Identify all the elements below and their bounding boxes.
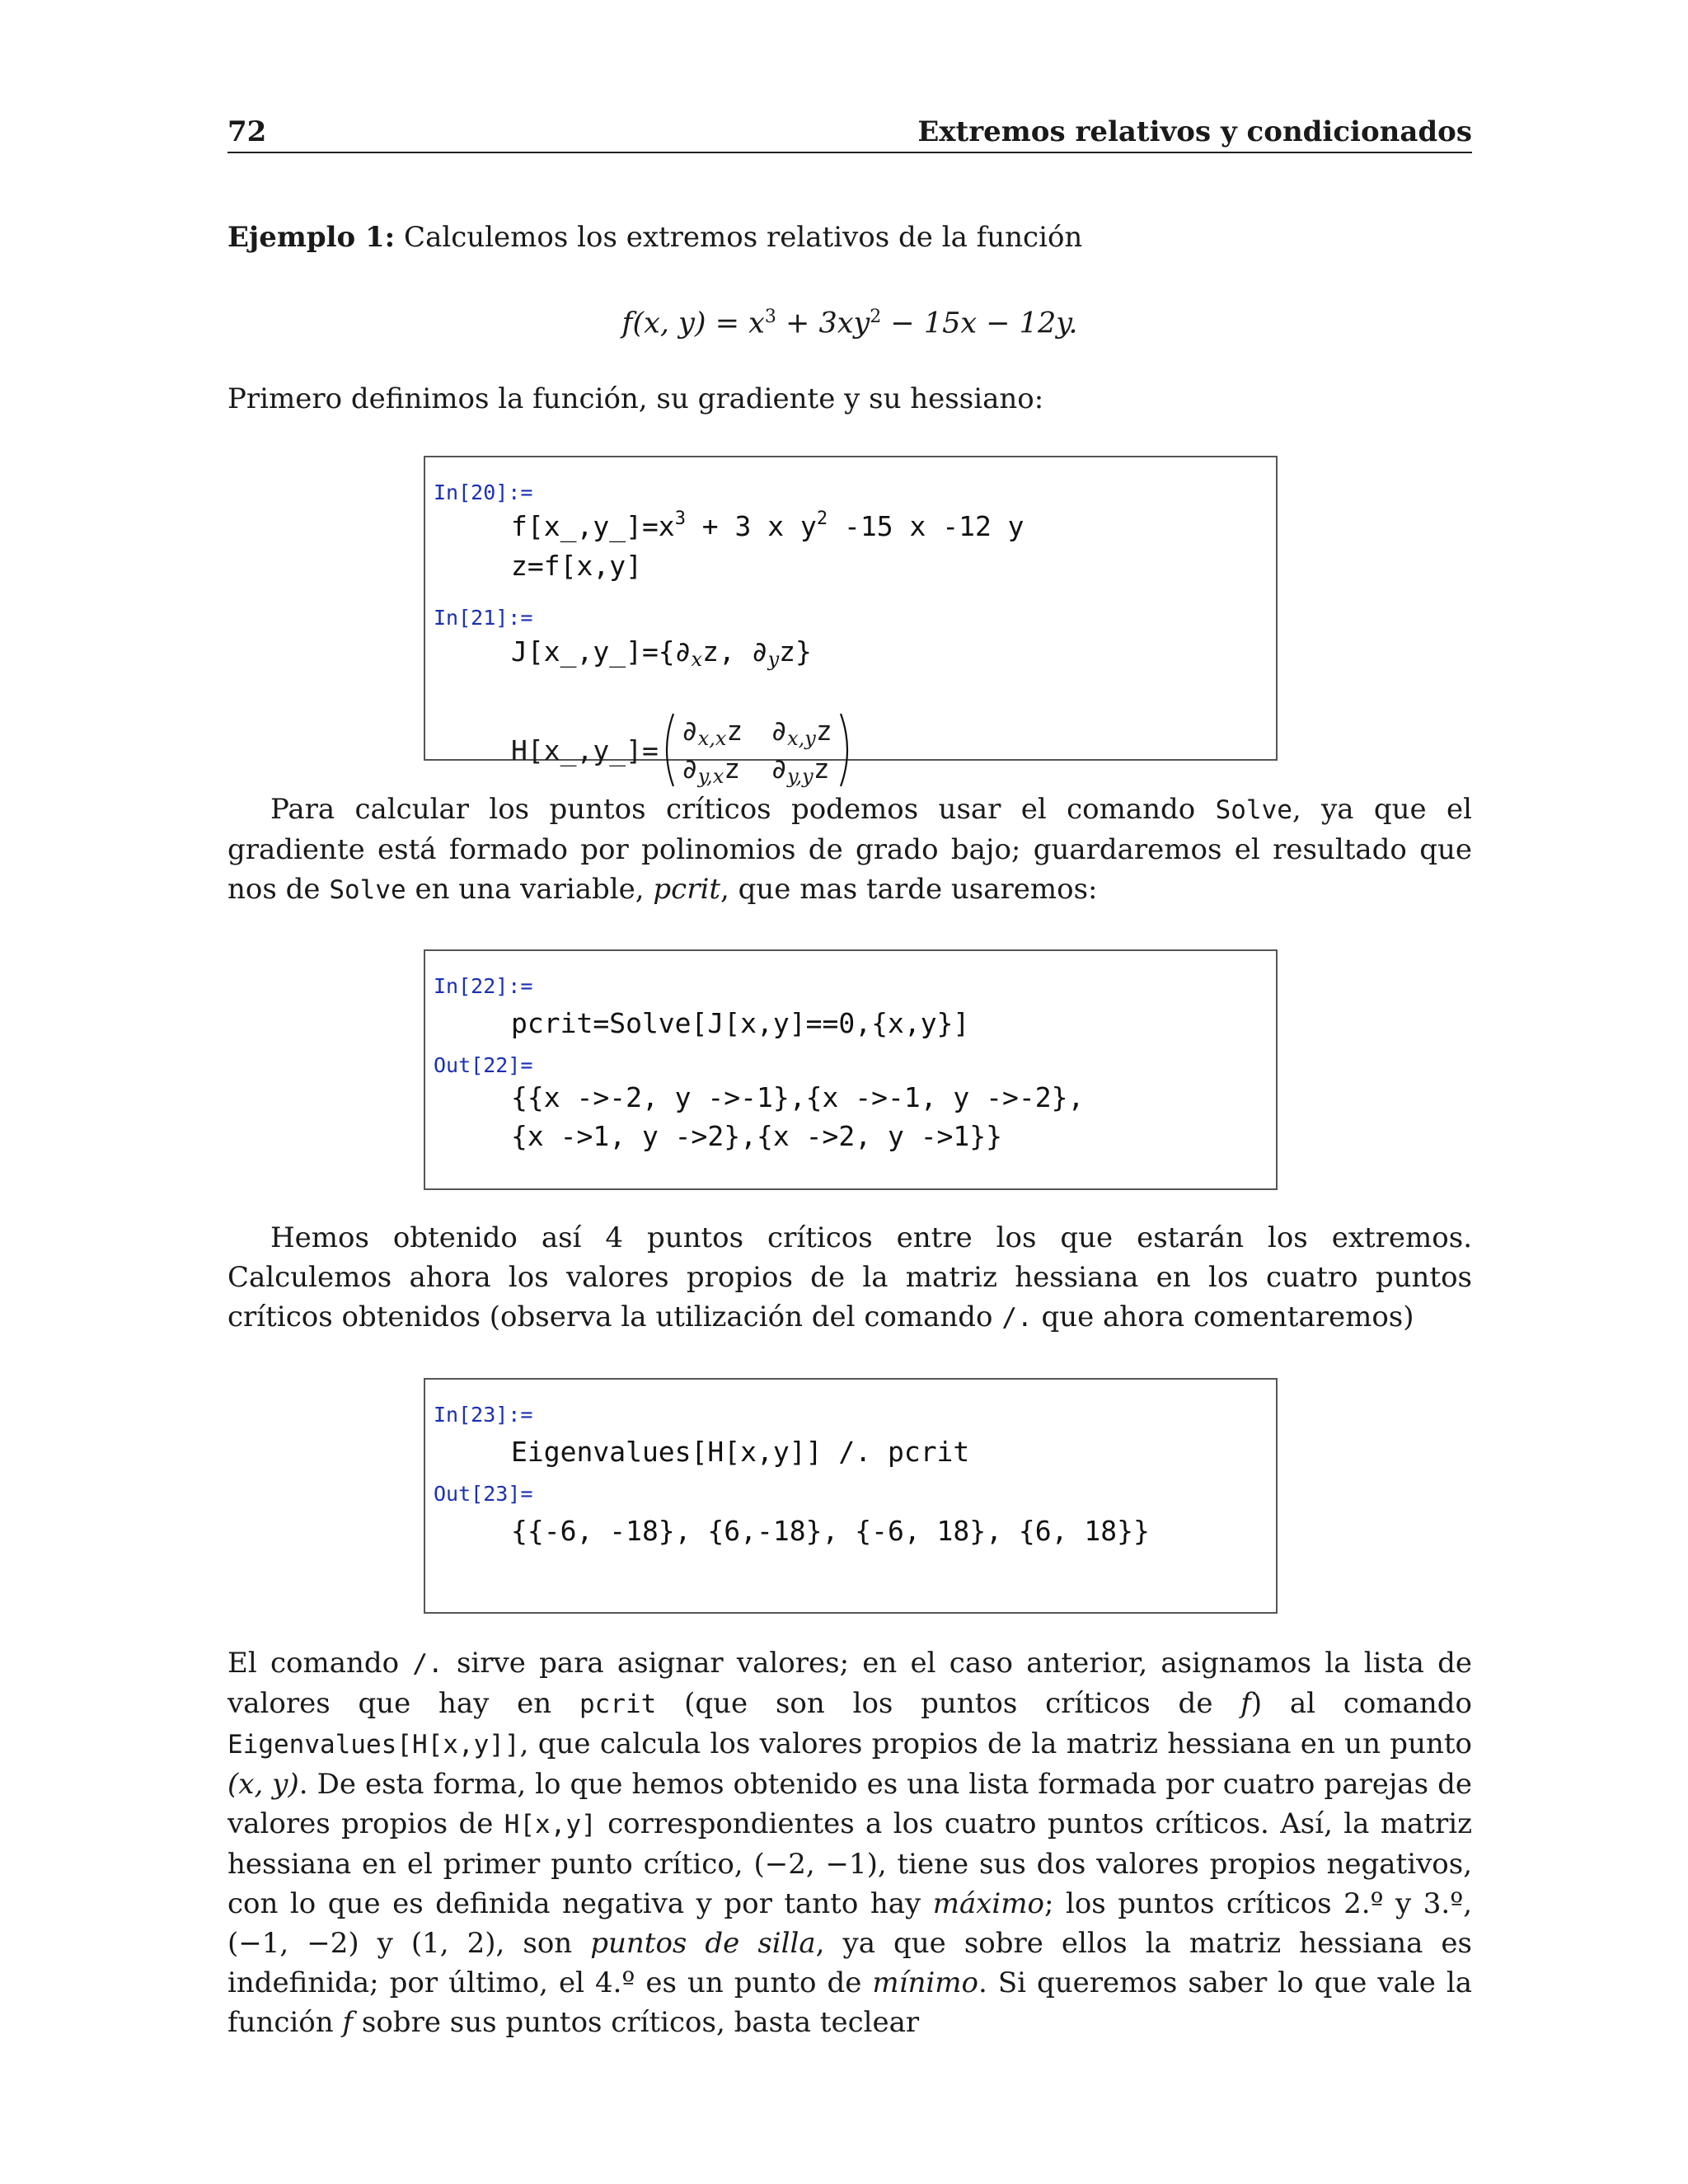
equation-term1: x — [748, 307, 765, 340]
equation-term1-exp: 3 — [764, 307, 776, 327]
function-equation — [227, 297, 1472, 344]
variable-pcrit: pcrit — [653, 873, 721, 906]
paragraph-final: El comando /. sirve para asignar valores; en el caso anterior, asignamos la lista de valores que hay en pcrit (que son los puntos críticos de f) al comando Eigenvalues[H[x,y]], que calcula los valores propios de la matriz hessiana en un punto (x, y). De esta forma, lo que hemos obtenido es una lista formada por cuatro parejas de valores propios de H[x,y] correspondientes a los cuatro puntos críticos. Así, la matriz hessiana en el primer punto crítico, (−2, −1), tiene sus dos valores propios negativos, con lo que es definida negativa y por tanto hay máximo; los puntos críticos 2.º y 3.º, (−1, −2) y (1, 2), son puntos de silla, ya que sobre ellos la matriz hessiana es indefinida; por último, el 4.º es un punto de mínimo. Si queremos saber lo que vale la función f sobre sus puntos críticos, basta teclear — [227, 1647, 1473, 2039]
output-line-1: {{x ->-2, y ->-1},{x ->-1, y ->-2}, — [511, 1081, 1085, 1113]
input-prompt-20: In[20]:= — [434, 480, 533, 504]
equation-term2-exp: 2 — [870, 307, 882, 327]
code-f-part1: f[x_,y_]=x — [511, 510, 675, 542]
example-intro-text: Calculemos los extremos relativos de la función — [395, 221, 1083, 254]
code-line-z: z=f[x,y] — [511, 550, 642, 582]
page-number: 72 — [227, 115, 267, 148]
math-f-2: f — [342, 2006, 354, 2039]
left-paren-icon — [659, 712, 677, 788]
input-prompt-21: In[21]:= — [434, 606, 533, 630]
hessian-lhs: H[x_,y_]= — [511, 733, 659, 766]
matrix-entry-12: $\partial_{x,y}z$ — [771, 715, 832, 750]
emphasis-maximo: máximo — [932, 1887, 1044, 1920]
hessian-matrix — [511, 709, 856, 791]
math-point-xy: (x, y) — [227, 1768, 299, 1801]
equation-eq: = — [706, 307, 749, 340]
code-f-part3: -15 x -12 y — [828, 510, 1025, 542]
matrix-entry-22: $\partial_{y,y}z$ — [771, 752, 830, 788]
inline-code-eigenvalues: Eigenvalues[H[x,y]] — [227, 1730, 520, 1760]
code-grad-part1: J[x_,y_]={∂ — [511, 635, 692, 668]
output-prompt-23: Out[23]= — [434, 1482, 533, 1506]
emphasis-minimo: mínimo — [872, 1966, 979, 1999]
equation-lhs: f(x, y) — [621, 307, 706, 340]
right-paren-icon — [837, 712, 856, 788]
code-line-eigenvalues: Eigenvalues[H[x,y]] /. pcrit — [511, 1436, 970, 1468]
code-cell-solve — [424, 949, 1278, 1190]
inline-code-hessian: H[x,y] — [504, 1810, 597, 1840]
output-line-eigenvalues: {{-6, -18}, {6,-18}, {-6, 18}, {6, 18}} — [511, 1515, 1150, 1547]
inline-code-pcrit: pcrit — [579, 1690, 657, 1719]
example-intro — [227, 218, 1472, 257]
section-title: Extremos relativos y condicionados — [917, 115, 1472, 148]
hessian-entries — [682, 713, 832, 787]
inline-code-replace: /. — [1001, 1303, 1033, 1333]
math-f-1: f — [1240, 1687, 1251, 1720]
code-grad-sub1: x — [691, 648, 703, 671]
output-line-2: {x ->1, y ->2},{x ->2, y ->1}} — [511, 1120, 1003, 1152]
code-f-exp1: 3 — [674, 509, 686, 529]
inline-code-solve-2: Solve — [329, 875, 406, 905]
code-f-part2: + 3 x y — [685, 510, 817, 542]
paragraph-define: Primero definimos la función, su gradiente y su hessiano: — [227, 382, 1044, 415]
matrix-entry-11: $\partial_{x,x}z$ — [681, 715, 743, 750]
example-label: Ejemplo 1: — [227, 221, 396, 254]
matrix-entry-21: $\partial_{y,x}z$ — [681, 752, 741, 788]
code-grad-part2: z, ∂ — [702, 635, 768, 668]
code-grad-part3: z} — [779, 635, 812, 668]
code-line-gradient — [511, 634, 812, 670]
code-f-exp2: 2 — [816, 509, 828, 529]
code-grad-sub2: y — [767, 648, 780, 671]
input-prompt-23: In[23]:= — [434, 1403, 533, 1427]
inline-code-solve-1: Solve — [1215, 795, 1292, 825]
inline-code-replace-2: /. — [412, 1649, 443, 1679]
code-line-f-definition — [511, 509, 1025, 545]
equation-term3: − 15x − 12y. — [881, 307, 1078, 340]
running-header — [227, 112, 1472, 153]
code-cell-definitions — [424, 456, 1278, 788]
equation-term2: + 3xy — [776, 307, 870, 340]
emphasis-puntos-de-silla: puntos de silla — [590, 1927, 816, 1960]
code-line-solve: pcrit=Solve[J[x,y]==0,{x,y}] — [511, 1007, 970, 1039]
input-prompt-22: In[22]:= — [434, 974, 533, 998]
paragraph-eigen: Hemos obtenido así 4 puntos críticos entre los que estarán los extremos. Calculemos ahora los valores propios de la matriz hessiana en los cuatro puntos críticos obtenidos (observa la utilización del comando /. que ahora comentaremos) — [227, 1221, 1472, 1333]
code-cell-eigenvalues — [424, 1378, 1278, 1614]
output-prompt-22: Out[22]= — [434, 1053, 533, 1077]
paragraph-solve: Para calcular los puntos críticos podemos usar el comando Solve, ya que el gradiente está formado por polinomios de grado bajo; guardaremos el resultado que nos de Solve en una variable, pcrit, que mas tarde usaremos: — [227, 793, 1472, 906]
